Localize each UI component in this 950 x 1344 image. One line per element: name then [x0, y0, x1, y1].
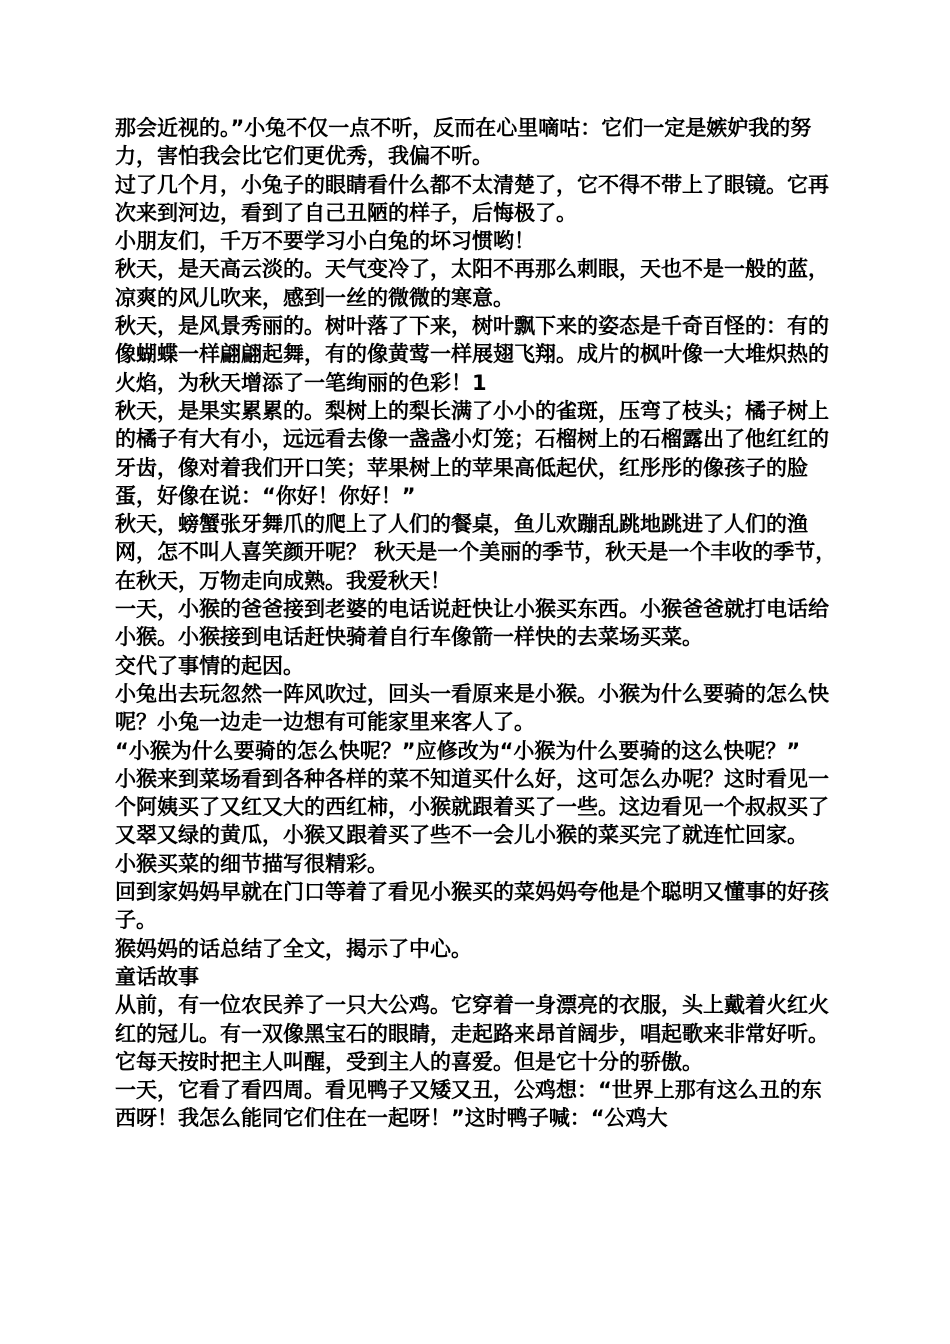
- paragraph: 小兔出去玩忽然一阵风吹过，回头一看原来是小猴。小猴为什么要骑的怎么快呢？小兔一边走一边想有可能家里来客人了。: [115, 681, 829, 735]
- paragraph: 从前，有一位农民养了一只大公鸡。它穿着一身漂亮的衣服，头上戴着火红火红的冠儿。有一双像黑宝石的眼睛，走起路来昂首阔步，唱起歌来非常好听。它每天按时把主人叫醒，受到主人的喜爱。但是它十分的骄傲。: [115, 993, 829, 1074]
- paragraph: “小猴为什么要骑的怎么快呢？”应修改为“小猴为什么要骑的这么快呢？”: [115, 738, 801, 763]
- paragraph: 一天，它看了看四周。看见鸭子又矮又丑，公鸡想：“世界上那有这么丑的东西呀！我怎么能同它们住在一起呀！”这时鸭子喊：“公鸡大: [115, 1078, 822, 1131]
- paragraph: 小猴买菜的细节描写很精彩。: [115, 851, 388, 876]
- document-body: [115, 114, 840, 1133]
- paragraph: 一天，小猴的爸爸接到老婆的电话说赶快让小猴买东西。小猴爸爸就打电话给小猴。小猴接到电话赶快骑着自行车像箭一样快的去菜场买菜。: [115, 597, 829, 650]
- section-heading: 童话故事: [115, 964, 199, 989]
- paragraph: 过了几个月，小兔子的眼睛看什么都不太清楚了，它不得不带上了眼镜。它再次来到河边，看到了自己丑陋的样子，后悔极了。: [115, 172, 829, 225]
- paragraph: 交代了事情的起因。: [115, 653, 304, 678]
- paragraph: 秋天，是天高云淡的。天气变冷了，太阳不再那么刺眼，天也不是一般的蓝，凉爽的风儿吹来，感到一丝的微微的寒意。: [115, 257, 829, 310]
- paragraph: 回到家妈妈早就在门口等着了看见小猴买的菜妈妈夸他是个聪明又懂事的好孩子。: [115, 880, 829, 933]
- paragraph: 秋天，是风景秀丽的。树叶落了下来，树叶飘下来的姿态是千奇百怪的：有的像蝴蝶一样翩翩起舞，有的像黄莺一样展翅飞翔。成片的枫叶像一大堆炽热的火焰，为秋天增添了一笔绚丽的色彩！1: [115, 314, 829, 395]
- paragraph: 秋天，螃蟹张牙舞爪的爬上了人们的餐桌，鱼儿欢蹦乱跳地跳进了人们的渔网，怎不叫人喜笑颜开呢？ 秋天是一个美丽的季节，秋天是一个丰收的季节，在秋天，万物走向成熟。我爱秋天！: [115, 512, 837, 593]
- paragraph: 小朋友们，千万不要学习小白兔的坏习惯哟！: [115, 229, 535, 254]
- paragraph: 秋天，是果实累累的。梨树上的梨长满了小小的雀斑，压弯了枝头；橘子树上的橘子有大有小，远远看去像一盏盏小灯笼；石榴树上的石榴露出了他红红的牙齿，像对着我们开口笑；苹果树上的苹果高低起伏，红彤彤的像孩子的脸蛋，好像在说：“你好！你好！”: [115, 398, 829, 508]
- paragraph: 小猴来到菜场看到各种各样的菜不知道买什么好，这可怎么办呢？这时看见一个阿姨买了又红又大的西红柿，小猴就跟着买了一些。这边看见一个叔叔买了又翠又绿的黄瓜，小猴又跟着买了些不一会儿小猴的菜买完了就连忙回家。: [115, 766, 829, 848]
- paragraph: 那会近视的。”小兔不仅一点不听，反而在心里嘀咕：它们一定是嫉妒我的努力，害怕我会比它们更优秀，我偏不听。: [115, 116, 812, 169]
- paragraph: 猴妈妈的话总结了全文，揭示了中心。: [115, 936, 472, 961]
